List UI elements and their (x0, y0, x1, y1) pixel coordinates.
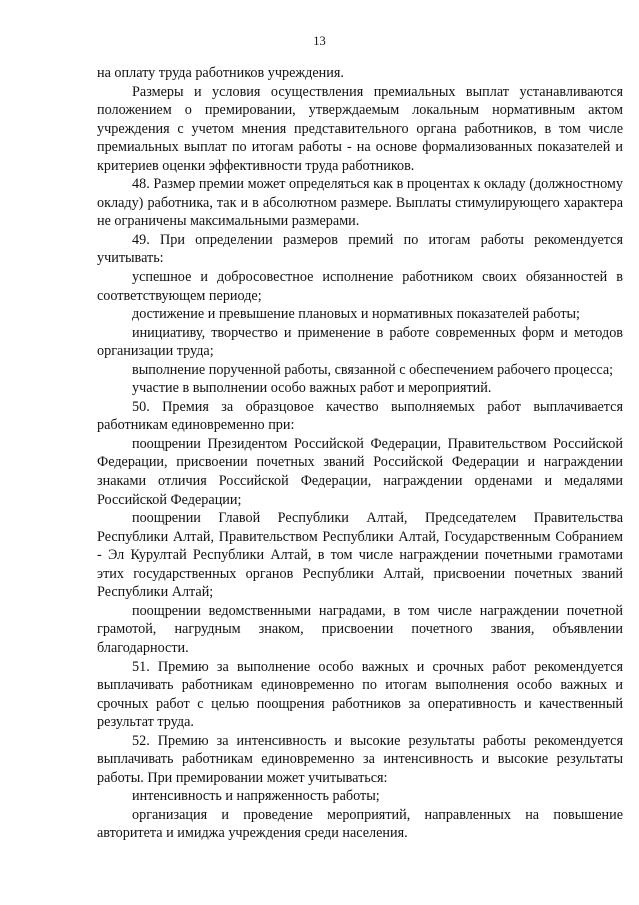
list-item-49-5: участие в выполнении особо важных работ и мероприятий. (132, 380, 492, 397)
list-item-49-4: выполнение порученной работы, связанной с обеспечением рабочего процесса; (132, 361, 614, 378)
paragraph-49: 49. При определении размеров премий по итогам работы рекомендуется учитывать: (97, 231, 623, 267)
paragraph-51: 51. Премию за выполнение особо важных и срочных работ рекомендуется выплачивать работникам единовременно по итогам выполнения особо важных и срочных работ с целью поощрения работников за оперативность и качественный результат труда. (97, 658, 623, 731)
document-body (97, 64, 623, 843)
paragraph-48: 48. Размер премии может определяться как в процентах к окладу (должностному окладу) работника, так и в абсолютном размере. Выплаты стимулирующего характера не ограничены максимальными размерами. (97, 176, 623, 230)
list-item-52-2: организация и проведение мероприятий, направленных на повышение авторитета и имиджа учреждения среди населения. (97, 806, 623, 842)
paragraph-continuation: на оплату труда работников учреждения. (97, 65, 344, 81)
list-item-50-3: поощрении ведомственными наградами, в том числе награждении почетной грамотой, нагрудным знаком, присвоении почетного звания, объявлении благодарности. (97, 602, 623, 656)
list-item-49-1: успешное и добросовестное исполнение работником своих обязанностей в соответствующем периоде; (97, 269, 623, 304)
list-item-50-2: поощрении Главой Республики Алтай, Председателем Правительства Республики Алтай, Правительством Республики Алтай, Государственным Собранием - Эл Курултай Республики Алтай, в том числе награждении почетными грамотами этих государственных органов Республики Алтай, присвоении почетных званий Республики Алтай; (97, 510, 623, 601)
paragraph-bonus-conditions: Размеры и условия осуществления премиальных выплат устанавливаются положением о премировании, утверждаемым локальным нормативным актом учреждения с учетом мнения представительного органа работников, в том числе премиальных выплат по итогам работы - на основе формализованных показателей и критериев оценки эффективности труда работников. (97, 83, 623, 174)
paragraph-52: 52. Премию за интенсивность и высокие результаты работы рекомендуется выплачивать работникам единовременно за интенсивность и высокие результаты работы. При премировании может учитываться: (97, 732, 623, 786)
paragraph-50: 50. Премия за образцовое качество выполняемых работ выплачивается работникам единовременно при: (97, 398, 623, 434)
list-item-49-3: инициативу, творчество и применение в работе современных форм и методов организации труда; (97, 324, 623, 360)
list-item-52-1: интенсивность и напряженность работы; (132, 788, 380, 805)
page-number: 13 (313, 34, 326, 48)
list-item-50-1: поощрении Президентом Российской Федерации, Правительством Российской Федерации, присвоении почетных званий Российской Федерации и награждении знаками отличия Российской Федерации, награждении орденами и медалями Российской Федерации; (97, 435, 623, 508)
list-item-49-2: достижение и превышение плановых и нормативных показателей работы; (132, 306, 580, 323)
